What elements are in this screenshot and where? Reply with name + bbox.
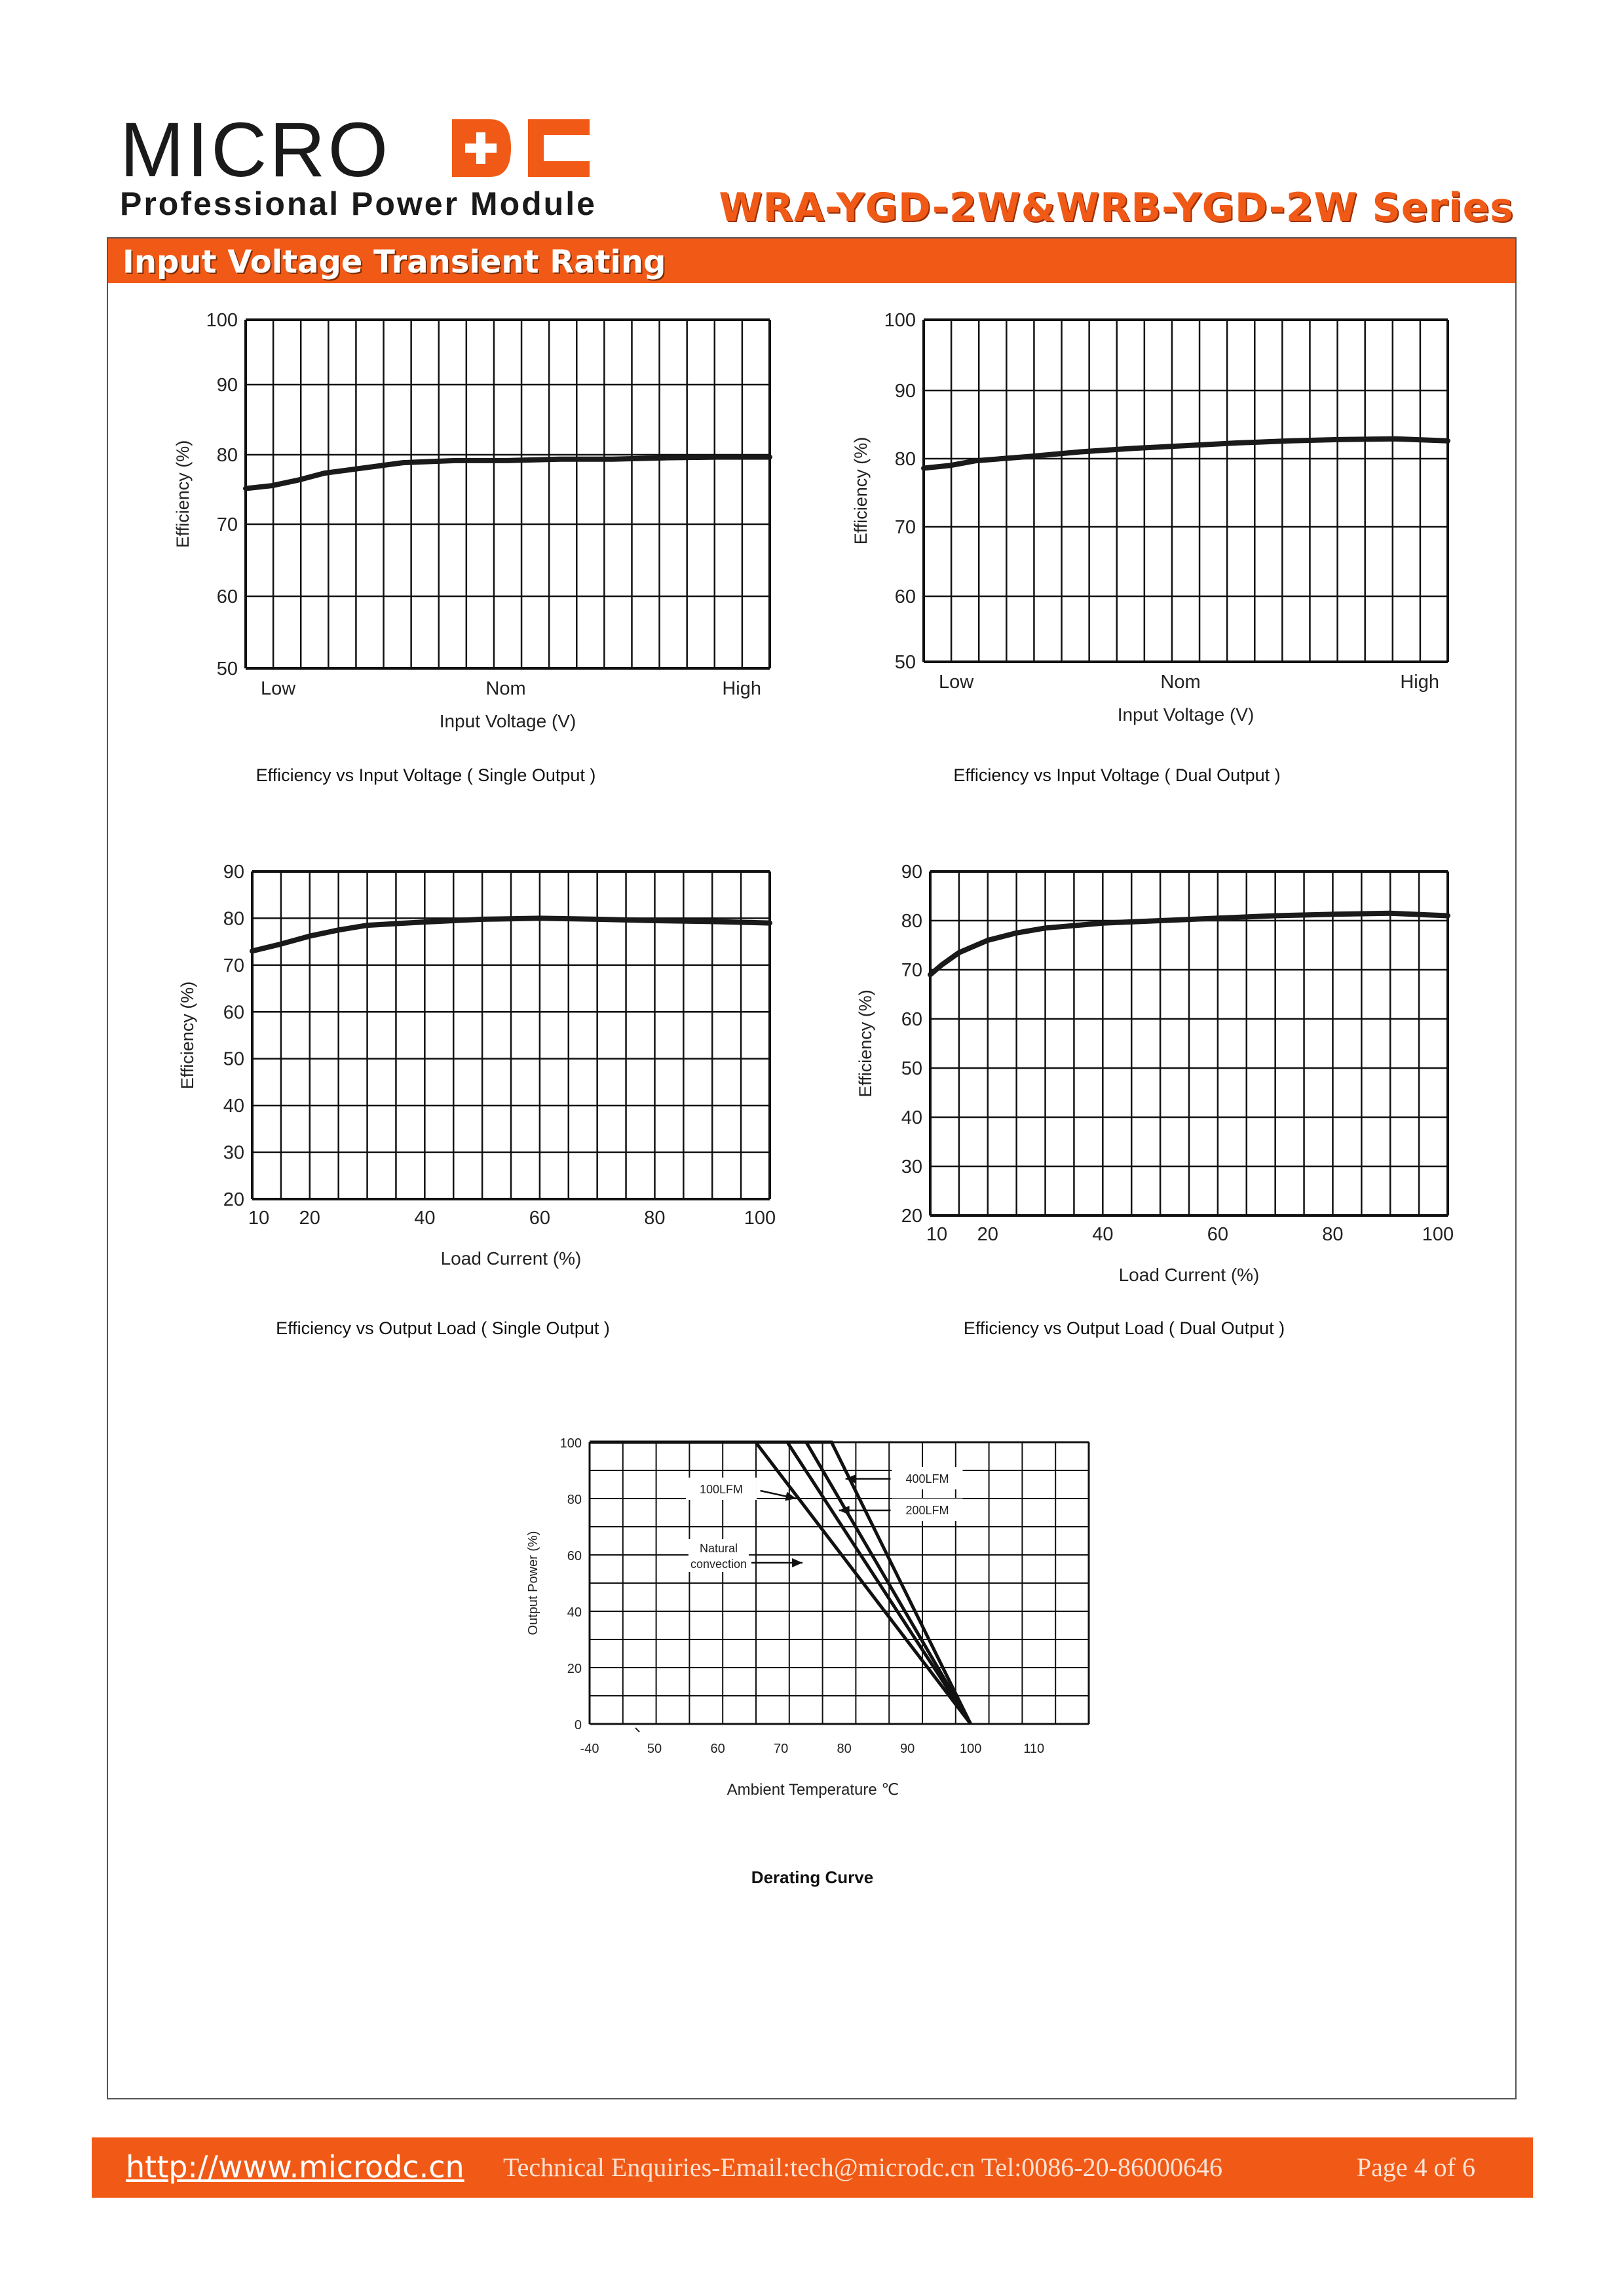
y-tick-label: 60	[901, 1009, 922, 1030]
x-axis-label: Load Current (%)	[1118, 1265, 1260, 1285]
arrow-natural-head	[792, 1558, 803, 1567]
chart-caption: Derating Curve	[751, 1867, 874, 1887]
x-axis-label: Input Voltage (V)	[1117, 704, 1255, 725]
y-tick-label: 100	[559, 1436, 582, 1451]
y-tick-label: 70	[901, 960, 922, 981]
x-tick-label: 10	[926, 1224, 948, 1245]
chart-caption: Efficiency vs Input Voltage ( Dual Output )	[953, 765, 1281, 785]
y-tick-label: 90	[216, 375, 238, 396]
annotation-label: Natural	[699, 1542, 738, 1555]
logo-dc-mark	[451, 118, 592, 178]
y-tick-label: 70	[223, 955, 244, 976]
y-tick-label: 90	[901, 862, 922, 883]
y-axis-label: Efficiency (%)	[178, 981, 197, 1090]
y-axis-label: Efficiency (%)	[851, 436, 871, 545]
y-tick-label: 70	[216, 514, 238, 535]
y-tick-label: 50	[223, 1048, 244, 1070]
y-tick-label: 30	[901, 1157, 922, 1177]
axis-break-mark	[635, 1728, 639, 1732]
x-tick-label: 60	[529, 1208, 551, 1229]
x-axis-label: Load Current (%)	[440, 1248, 582, 1269]
y-tick-label: 60	[894, 586, 916, 607]
page-number: Page 4 of 6	[1356, 2152, 1475, 2182]
y-tick-label: 70	[894, 517, 916, 538]
y-tick-label: 50	[894, 652, 916, 673]
y-axis-label: Efficiency (%)	[173, 440, 193, 548]
y-tick-label: 60	[216, 586, 238, 607]
annotation-label: 200LFM	[905, 1504, 949, 1517]
y-tick-label: 30	[223, 1142, 244, 1164]
y-tick-label: 20	[567, 1662, 582, 1676]
x-tick-label: 50	[647, 1742, 662, 1756]
x-tick-label: 90	[900, 1742, 915, 1756]
logo-tagline: Professional Power Module	[120, 185, 597, 222]
y-tick-label: 40	[223, 1096, 244, 1117]
page-footer	[92, 2137, 1533, 2198]
annotation-label: 100LFM	[699, 1483, 743, 1496]
x-tick-label: 100	[744, 1208, 776, 1229]
x-axis-label: Input Voltage (V)	[439, 711, 576, 731]
y-tick-label: 100	[206, 310, 238, 331]
company-logo	[120, 107, 605, 223]
chart-caption: Efficiency vs Output Load ( Single Output )	[276, 1318, 610, 1338]
chart-derating-curve	[518, 1432, 1127, 1818]
y-axis-label: Efficiency (%)	[856, 989, 875, 1098]
x-tick-label: 100	[1422, 1224, 1454, 1245]
x-tick-label: 80	[837, 1742, 852, 1756]
x-axis-label: Ambient Temperature ℃	[727, 1781, 899, 1799]
y-tick-label: 40	[901, 1107, 922, 1128]
x-tick-label: 60	[710, 1742, 725, 1756]
y-tick-label: 40	[567, 1605, 582, 1620]
x-tick-label: Low	[261, 678, 296, 699]
series-title: WRA-YGD-2W&WRB-YGD-2W Series	[719, 185, 1514, 231]
x-tick-label: 100	[959, 1742, 982, 1756]
x-tick-label: 40	[1092, 1224, 1114, 1245]
contact-info: Technical Enquiries-Email:tech@microdc.cn Tel:0086-20-86000646	[503, 2152, 1222, 2182]
x-tick-label: Nom	[485, 678, 526, 699]
y-tick-label: 80	[216, 445, 238, 466]
logo-wordmark: MICRO	[120, 107, 391, 193]
annotation-label: convection	[690, 1558, 747, 1571]
chart-eff-vin-dual	[842, 308, 1471, 754]
chart-eff-load-single	[164, 858, 793, 1291]
website-link[interactable]: http://www.microdc.cn	[126, 2149, 464, 2185]
x-tick-label: 70	[773, 1742, 789, 1756]
y-tick-label: 60	[223, 1002, 244, 1024]
x-tick-label: -40	[580, 1742, 599, 1756]
annotation-label: 400LFM	[905, 1472, 949, 1485]
y-tick-label: 80	[894, 449, 916, 470]
y-tick-label: 90	[894, 381, 916, 402]
y-axis-label: Output Power (%)	[526, 1531, 540, 1636]
chart-caption: Efficiency vs Input Voltage ( Single Output )	[255, 765, 596, 785]
y-tick-label: 50	[216, 659, 238, 679]
x-tick-label: 80	[644, 1208, 666, 1229]
section-title: Input Voltage Transient Rating	[123, 244, 666, 280]
x-tick-label: 20	[299, 1208, 320, 1229]
x-tick-label: Low	[939, 672, 974, 693]
x-tick-label: 80	[1322, 1224, 1344, 1245]
y-tick-label: 60	[567, 1549, 582, 1563]
x-tick-label: High	[722, 678, 761, 699]
y-tick-label: 20	[223, 1189, 244, 1210]
y-tick-label: 100	[884, 310, 916, 331]
y-tick-label: 80	[567, 1493, 582, 1507]
chart-caption: Efficiency vs Output Load ( Dual Output )	[963, 1318, 1285, 1338]
y-tick-label: 80	[223, 908, 244, 930]
y-tick-label: 20	[901, 1206, 922, 1227]
section-header	[108, 239, 1515, 283]
chart-eff-vin-single	[164, 308, 793, 754]
chart-eff-load-dual	[842, 858, 1471, 1291]
y-tick-label: 90	[223, 862, 244, 883]
x-tick-label: 20	[977, 1224, 998, 1245]
x-tick-label: 110	[1023, 1742, 1045, 1756]
x-tick-label: 10	[248, 1208, 270, 1229]
x-tick-label: High	[1400, 672, 1439, 693]
x-tick-label: Nom	[1160, 672, 1201, 693]
efficiency-curve	[924, 439, 1448, 469]
y-tick-label: 0	[574, 1718, 582, 1732]
efficiency-curve	[246, 457, 770, 489]
x-tick-label: 40	[414, 1208, 436, 1229]
y-tick-label: 80	[901, 911, 922, 932]
x-tick-label: 60	[1207, 1224, 1229, 1245]
y-tick-label: 50	[901, 1058, 922, 1079]
